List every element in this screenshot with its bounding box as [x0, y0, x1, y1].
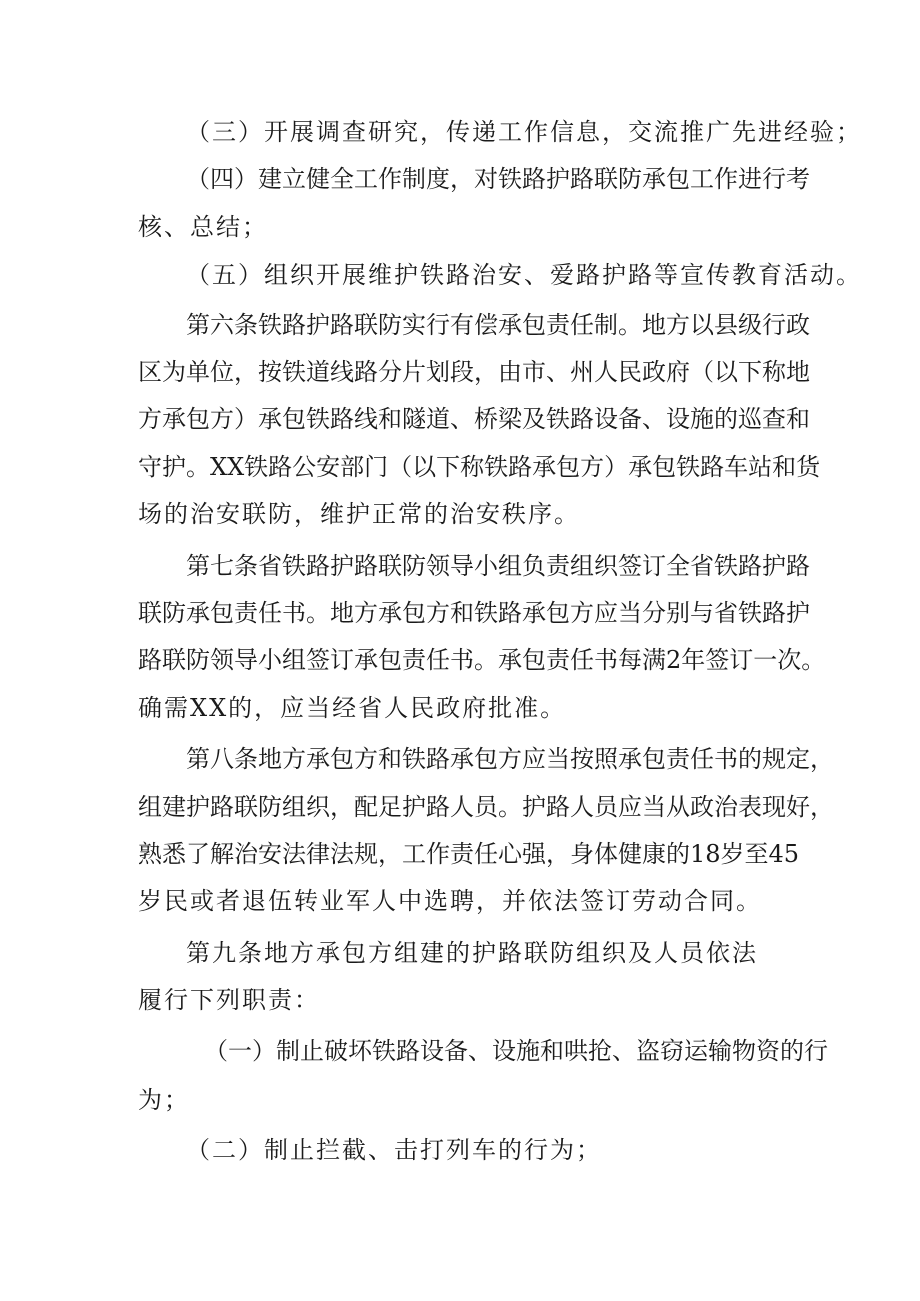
duty-2-line: （二）制止拦截、击打列车的行为；	[186, 1136, 602, 1164]
article-6-line-5: 场的治安联防，维护正常的治安秩序。	[138, 500, 580, 528]
article-6-line-1: 第六条铁路护路联防实行有偿承包责任制。地方以县级行政	[186, 311, 810, 339]
duty-1-line-2: 为；	[138, 1086, 190, 1114]
article-6-line-3: 方承包方）承包铁路线和隧道、桥梁及铁路设备、设施的巡查和	[138, 405, 810, 433]
article-7-line-2: 联防承包责任书。地方承包方和铁路承包方应当分别与省铁路护	[138, 599, 810, 627]
article-9-line-1: 第九条地方承包方组建的护路联防组织及人员依法	[186, 939, 758, 967]
article-8-line-2: 组建护路联防组织，配足护路人员。护路人员应当从政治表现好，	[138, 793, 834, 821]
article-8-line-3: 熟悉了解治安法律法规，工作责任心强，身体健康的18岁至45	[138, 840, 800, 868]
article-6-line-4: 守护。XX铁路公安部门（以下称铁路承包方）承包铁路车站和货	[138, 453, 821, 481]
article-6-line-2: 区为单位，按铁道线路分片划段，由市、州人民政府（以下称地	[138, 358, 810, 386]
item-4-line-1: （四）建立健全工作制度，对铁路护路联防承包工作进行考	[186, 165, 810, 193]
item-3-line: （三）开展调查研究，传递工作信息，交流推广先进经验；	[186, 118, 862, 146]
article-7-line-4: 确需XX的，应当经省人民政府批准。	[138, 694, 567, 722]
duty-1-line-1: （一）制止破坏铁路设备、设施和哄抢、盗窃运输物资的行	[204, 1037, 828, 1065]
article-7-line-1: 第七条省铁路护路联防领导小组负责组织签订全省铁路护路	[186, 552, 810, 580]
article-9-line-2: 履行下列职责：	[138, 986, 320, 1014]
article-8-line-4: 岁民或者退伍转业军人中选聘，并依法签订劳动合同。	[138, 887, 762, 915]
article-8-line-1: 第八条地方承包方和铁路承包方应当按照承包责任书的规定，	[186, 745, 834, 773]
item-5-line: （五）组织开展维护铁路治安、爱路护路等宣传教育活动。	[186, 261, 862, 289]
article-7-line-3: 路联防领导小组签订承包责任书。承包责任书每满2年签订一次。	[138, 646, 826, 674]
item-4-line-2: 核、总结；	[138, 213, 268, 241]
